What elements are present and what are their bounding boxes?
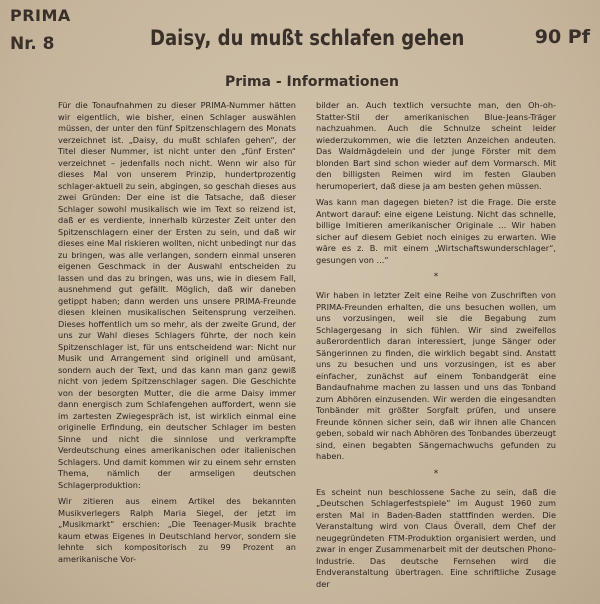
separator-asterisk: *: [433, 272, 439, 282]
separator-asterisk: *: [433, 468, 439, 479]
paragraph: Wir zitieren aus einem Artikel des bekannten Musikverlegers Ralph Maria Siegel, der jetzt im „Musikmarkt“ erschien: „Die Teenager-Musik brachte kaum etwas Eigenes in Deutschland hervor, sondern sie lehnte sich kompositorisch zu 99 Prozent an amerikanische Vor-: [58, 496, 296, 564]
issue-number: Nr. 8: [10, 34, 55, 54]
paragraph: bilder an. Auch textlich versuchte man, den Oh-oh-Statter-Stil der amerikanischen Blue-Jeans-Träger nachzuahmen. Auch die Schnulze scheint leider wiederzukommen, wie die letzten Anzeichen andeuten. Das Waldmägdelein und der junge Förster mit dem blonden Bart sind schon wieder auf dem Vormarsch. Mit den billigsten Reimen wird im festen Glauben herumoperiert, daß diese ja am besten gehen müssen.: [316, 100, 556, 191]
price-label: 90 Pf: [534, 26, 590, 48]
paragraph: Es scheint nun beschlossene Sache zu sein, daß die „Deutschen Schlagerfestspiele“ im August 1960 zum ersten Mal in Baden-Baden stattfinden werden. Die Veranstaltung wird von Claus Överall, dem Chef der neugegründeten FTM-Produktion organisiert werden, und zwar in enger Zusammenarbeit mit der deutschen Phono-Industrie. Das deutsche Fernsehen wird die Endveranstaltung übertragen. Eine schriftliche Zusage der: [316, 486, 556, 589]
brand-label: PRIMA: [10, 6, 71, 25]
text-column-right: [316, 100, 556, 595]
paragraph: Was kann man dagegen bieten? ist die Frage. Die erste Antwort darauf: eine eigene Leistung. Nicht das schnelle, billige Imitieren amerikanischer Originale ... Wir haben sicher auf diesem Gebiet noch einiges zu erwarten. Wie wäre es z. B. mit einem „Wirtschaftswunderschlager“, gesungen von ...“: [316, 197, 556, 265]
section-heading: Prima - Informationen: [225, 74, 399, 90]
paragraph: Für die Tonaufnahmen zu dieser PRIMA-Nummer hätten wir eigentlich, wie bisher, einen Schlager auswählen müssen, der unter den fünf Spitzenschlagern des Monats verzeichnet ist. „Daisy, du mußt schlafen gehen“, der Titel dieser Nummer, ist nicht unter den „fünf Ersten“ verzeichnet – jedenfalls noch nicht. Wenn wir also für dieses Mal von unserem Prinzip, hundertprozentig schlager-aktuell zu sein, abgingen, so geschah dieses aus zwei Gründen: Der eine ist die Tatsache, daß dieser Schlager sowohl musikalisch wie im Text so reizend ist, daß er es verdiente, innerhalb kürzester Zeit unter den Spitzenschlagern einer der Ersten zu sein, und daß wir dieses eine Mal riskieren wollten, nicht unbedingt nur das zu bringen, was alle verlangen, sondern einmal unseren eigenen Geschmack in der Auswahl entscheiden zu lassen und das zu bringen, was uns, wie in diesem Fall, ausnehmend gut gefällt. Möglich, daß wir daneben getippt haben; dann werden uns unsere PRIMA-Freunde diesen kleinen musikalischen Seitensprung verzeihen. Dieses hoffentlich um so mehr, als der zweite Grund, der uns zur Wahl dieses Schlagers führte, der noch kein Spitzenschlager ist, für uns entscheidend war: Nicht nur Musik und Arrangement sind originell und amüsant, sondern auch der Text, und das kann man ganz gewiß nicht von jedem Spitzenschlager sagen. Die Geschichte von der besorgten Mutter, die die arme Daisy immer dann energisch zum Schlafengehen auffordert, wenn sie im zartesten Zwiegespräch ist, ist wirklich einmal eine originelle Erfindung, ein deutscher Schlager im besten Sinne und nicht die sinnlose und verkrampfte Verdeutschung eines amerikanischen oder italienischen Schlagers. Und damit kommen wir zu einem sehr ernsten Thema, nämlich der armseligen deutschen Schlagerproduktion:: [58, 100, 296, 490]
text-column-left: [58, 100, 296, 570]
paragraph: Wir haben in letzter Zeit eine Reihe von Zuschriften von PRIMA-Freunden erhalten, die uns besuchen wollen, um uns vorzusingen, weil sie die Begabung zum Schlagergesang in sich fühlen. Wir sind zweifellos außerordentlich daran interessiert, junge Sänger oder Sängerinnen zu finden, die wirklich begabt sind. Anstatt uns zu besuchen und uns vorzusingen, ist es aber einfacher, zunächst auf einem Tonbandgerät eine Bandaufnahme machen zu lassen und uns das Tonband zum Abhören einzusenden. Wir werden die eingesandten Tonbänder mit größter Sorgfalt prüfen, und unsere Freunde können sicher sein, daß wir ihnen alle Chancen geben, sobald wir nach Abhören des Tonbandes überzeugt sind, einen begabten Sängernachwuchs gefunden zu haben.: [316, 290, 557, 461]
page-title: Daisy, du mußt schlafen gehen: [150, 26, 465, 50]
